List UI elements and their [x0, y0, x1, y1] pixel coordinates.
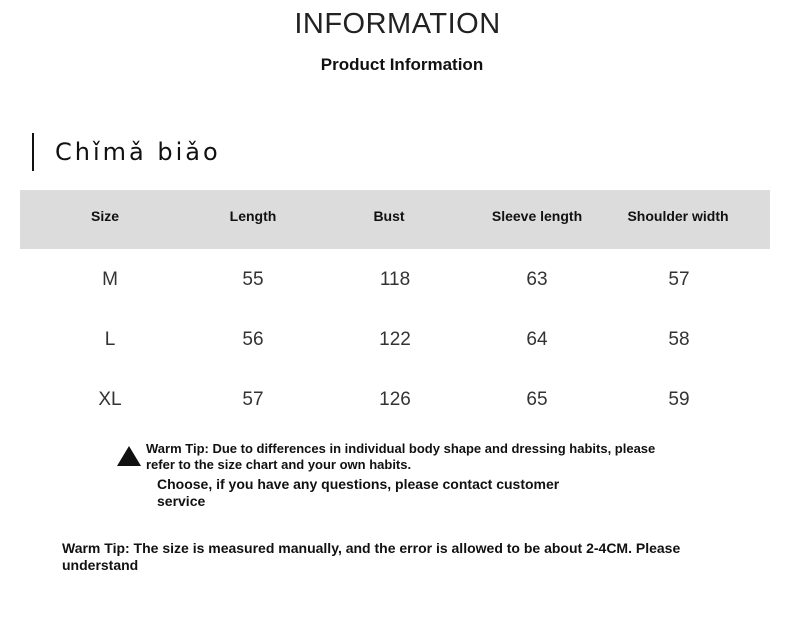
tip-1-line-3: Choose, if you have any questions, please contact customer — [157, 476, 560, 492]
cell-length: 55 — [242, 269, 264, 290]
cell-sleeve-length: 65 — [526, 389, 548, 410]
tip-1-line-1: Warm Tip: Due to differences in individual body shape and dressing habits, please — [146, 441, 656, 456]
column-header-bust: Bust — [373, 208, 405, 224]
tip-2-line-2: understand — [62, 557, 139, 573]
cell-length: 56 — [242, 329, 264, 350]
cell-shoulder-width: 58 — [668, 329, 690, 350]
cell-bust: 126 — [379, 389, 411, 410]
cell-size: L — [104, 329, 116, 350]
tip-1-line-4: service — [157, 493, 206, 509]
cell-sleeve-length: 64 — [526, 329, 548, 350]
column-header-shoulder-width: Shoulder width — [627, 208, 729, 224]
cell-sleeve-length: 63 — [526, 269, 548, 290]
column-header-length: Length — [229, 208, 277, 224]
cell-size: XL — [98, 389, 122, 410]
page-title: INFORMATION — [294, 8, 501, 40]
warning-triangle-icon — [117, 446, 141, 466]
cell-shoulder-width: 57 — [668, 269, 690, 290]
cell-length: 57 — [242, 389, 264, 410]
cell-shoulder-width: 59 — [668, 389, 690, 410]
column-header-sleeve-length: Sleeve length — [491, 208, 583, 224]
cell-bust: 122 — [379, 329, 411, 350]
tip-2-line-1: Warm Tip: The size is measured manually, and the error is allowed to be about 2-4CM. Please — [62, 540, 681, 556]
section-title: Chǐmǎ biǎo — [55, 138, 221, 166]
column-header-size: Size — [90, 208, 120, 224]
page-subtitle: Product Information — [320, 55, 484, 74]
cell-bust: 118 — [379, 269, 411, 290]
cell-size: M — [102, 269, 118, 290]
section-divider — [32, 133, 34, 171]
tip-1-line-2: refer to the size chart and your own habits. — [146, 457, 412, 472]
